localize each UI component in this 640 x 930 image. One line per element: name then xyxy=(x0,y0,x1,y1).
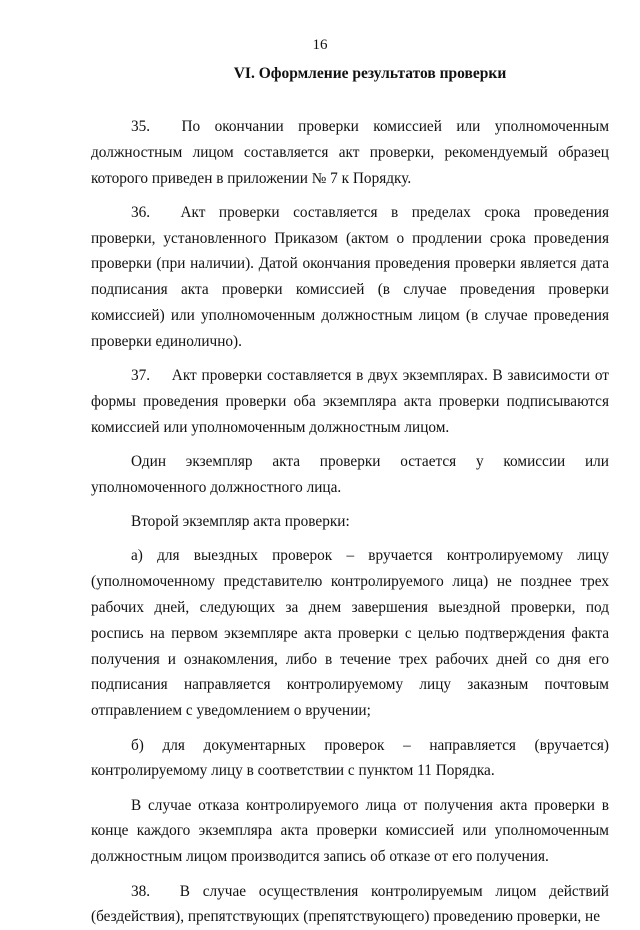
paragraph-number: 38. xyxy=(131,882,151,900)
paragraph-36 xyxy=(91,200,609,355)
section-title: VI. Оформление результатов проверки xyxy=(233,65,507,82)
paragraph-text: Акт проверки составляется в двух экземплярах. В зависимости от формы проведения проверки оба экземпляра акта проверки подписываются комиссией или уполномоченным должностным лицом. xyxy=(91,367,609,436)
paragraph-37 xyxy=(91,363,609,440)
paragraph-text: Один экземпляр акта проверки остается у комиссии или уполномоченного должностного лица. xyxy=(91,453,609,496)
paragraph-item-a xyxy=(91,543,609,724)
paragraph-text: В случае отказа контролируемого лица от получения акта проверки в конце каждого экземпляра акта проверки комиссией или уполномоченным должностным лицом производится запись об отказе от его получения. xyxy=(91,796,609,866)
paragraph-number: 36. xyxy=(131,203,151,221)
paragraph-item-b xyxy=(91,733,609,785)
paragraph-text: В случае осуществления контролируемым лицом действий (бездействия), препятствующих (препятствующего) проведению проверки, не xyxy=(91,882,609,926)
page-number: 16 xyxy=(312,37,328,53)
paragraph-refusal xyxy=(91,793,609,870)
paragraph-text: Акт проверки составляется в пределах срока проведения проверки, установленного Приказом (актом о продлении срока проведения проверки (при наличии). Датой окончания проведения проверки является дата подписания акта проверки комиссией (в случае проведения проверки комиссией) или уполномоченным должностным лицом (в случае проведения проверки единолично). xyxy=(91,203,609,350)
paragraph-text: По окончании проверки комиссией или уполномоченным должностным лицом составляется акт проверки, рекомендуемый образец которого приведен в приложении № 7 к Порядку. xyxy=(91,118,609,187)
paragraph-copy-one xyxy=(91,449,609,501)
paragraph-text: б) для документарных проверок – направляется (вручается) контролируемому лицу в соответствии с пунктом 11 Порядка. xyxy=(91,736,609,780)
document-body xyxy=(91,114,609,930)
paragraph-number: 37. xyxy=(131,367,151,385)
paragraph-text: а) для выездных проверок – вручается контролируемому лицу (уполномоченному представителю контролируемого лица) не позднее трех рабочих дней, следующих за днем завершения выездной проверки, под роспись на первом экземпляре акта проверки с целью подтверждения факта получения и ознакомления, либо в течение трех рабочих дней со дня его подписания направляется контролируемому лицу заказным почтовым отправлением с уведомлением о вручении; xyxy=(91,547,609,720)
paragraph-number: 35. xyxy=(131,118,151,135)
paragraph-35 xyxy=(91,114,609,191)
paragraph-copy-two xyxy=(91,509,609,535)
paragraph-38 xyxy=(91,879,609,930)
paragraph-text: Второй экземпляр акта проверки: xyxy=(131,513,350,531)
